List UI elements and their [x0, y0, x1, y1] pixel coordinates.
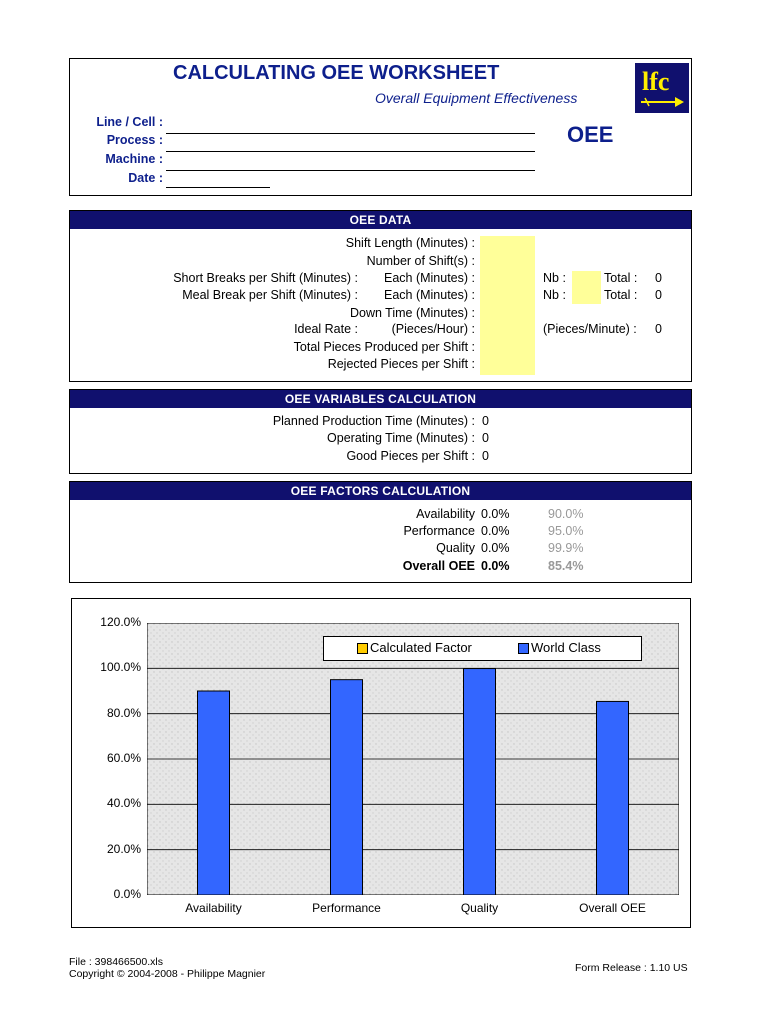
oee-factors-header: OEE FACTORS CALCULATION [70, 482, 691, 500]
quality-value: 0.0% [481, 541, 510, 555]
machine-label: Machine : [105, 152, 163, 166]
overall-oee-label: Overall OEE [402, 559, 475, 573]
bar-overall-oee [597, 701, 629, 895]
short-total-value: 0 [655, 271, 662, 285]
shift-length-label: Shift Length (Minutes) : [345, 236, 475, 250]
oee-label: OEE [567, 122, 614, 147]
x-category-label: Overall OEE [579, 901, 646, 915]
performance-world-class: 95.0% [548, 524, 584, 538]
oee-data-section [69, 210, 692, 382]
down-time-label: Down Time (Minutes) : [349, 306, 475, 320]
oee-chart [71, 598, 691, 928]
availability-world-class: 90.0% [548, 507, 584, 521]
meal-total-value: 0 [655, 288, 662, 302]
performance-label: Performance [403, 524, 475, 538]
logo-text: lfc [642, 67, 670, 96]
oee-factors-section [69, 481, 692, 583]
num-shifts-label: Number of Shift(s) : [366, 254, 475, 268]
operating-time-label: Operating Time (Minutes) : [327, 431, 475, 445]
plot-area [147, 623, 679, 895]
y-tick-label: 40.0% [106, 796, 141, 811]
process-label: Process : [106, 133, 163, 147]
copyright: Copyright © 2004-2008 - Philippe Magnier [69, 968, 266, 980]
operating-time-value: 0 [482, 431, 489, 445]
short-breaks-label: Short Breaks per Shift (Minutes) : [173, 271, 358, 285]
overall-oee-world-class: 85.4% [548, 559, 584, 573]
pieces-minute-value: 0 [655, 322, 662, 336]
y-tick-label: 60.0% [106, 751, 141, 765]
oee-variables-section [69, 389, 692, 474]
legend-label-calculated: Calculated Factor [370, 640, 472, 655]
pieces-hour-label: (Pieces/Hour) : [391, 322, 475, 336]
performance-value: 0.0% [481, 524, 510, 538]
overall-oee-value: 0.0% [481, 559, 510, 573]
availability-label: Availability [416, 507, 475, 521]
good-pieces-label: Good Pieces per Shift : [346, 449, 475, 463]
legend-label-world-class: World Class [531, 640, 601, 655]
date-field[interactable] [166, 187, 270, 188]
meal-nb-label: Nb : [543, 288, 566, 302]
x-category-label: Performance [312, 901, 381, 915]
y-tick-label: 0.0% [113, 887, 141, 901]
good-pieces-value: 0 [482, 449, 489, 463]
process-field[interactable] [166, 151, 535, 152]
legend-swatch-world-class [518, 643, 529, 654]
planned-time-label: Planned Production Time (Minutes) : [272, 414, 475, 428]
arrow-icon [639, 96, 685, 108]
machine-field[interactable] [166, 170, 535, 171]
bar-availability [198, 691, 230, 895]
oee-variables-header: OEE VARIABLES CALCULATION [70, 390, 691, 408]
line-cell-field[interactable] [166, 133, 535, 134]
total-pieces-label: Total Pieces Produced per Shift : [293, 340, 475, 354]
y-tick-label: 100.0% [100, 660, 141, 675]
oee-data-input-column[interactable] [480, 236, 535, 375]
form-release: Form Release : 1.10 US [575, 962, 688, 974]
oee-data-header: OEE DATA [70, 211, 691, 229]
meal-total-label: Total : [604, 288, 638, 302]
availability-value: 0.0% [481, 507, 510, 521]
chart-legend [323, 636, 642, 661]
ideal-rate-label: Ideal Rate : [294, 322, 358, 336]
short-nb-label: Nb : [543, 271, 566, 285]
line-cell-label: Line / Cell : [96, 115, 163, 129]
pieces-minute-label: (Pieces/Minute) : [543, 322, 637, 336]
rejected-label: Rejected Pieces per Shift : [327, 357, 475, 371]
date-label: Date : [128, 171, 163, 185]
nb-input[interactable] [572, 271, 601, 304]
x-category-label: Quality [460, 901, 499, 915]
x-category-label: Availability [185, 901, 242, 915]
page-title: CALCULATING OEE WORKSHEET [173, 62, 500, 84]
y-tick-label: 120.0% [100, 615, 141, 629]
meal-each-label: Each (Minutes) : [383, 288, 475, 302]
quality-label: Quality [436, 541, 475, 555]
short-each-label: Each (Minutes) : [383, 271, 475, 285]
y-tick-label: 80.0% [106, 705, 141, 720]
short-total-label: Total : [604, 271, 638, 285]
planned-time-value: 0 [482, 414, 489, 428]
lfc-logo [635, 63, 689, 113]
y-tick-label: 20.0% [106, 841, 141, 856]
bar-quality [464, 669, 496, 895]
header-section [69, 58, 692, 196]
page-subtitle: Overall Equipment Effectiveness [375, 90, 578, 106]
legend-swatch-calculated [357, 643, 368, 654]
bar-performance [331, 680, 363, 895]
quality-world-class: 99.9% [548, 541, 584, 555]
meal-break-label: Meal Break per Shift (Minutes) : [182, 288, 358, 302]
file-name: File : 398466500.xls [69, 956, 163, 968]
